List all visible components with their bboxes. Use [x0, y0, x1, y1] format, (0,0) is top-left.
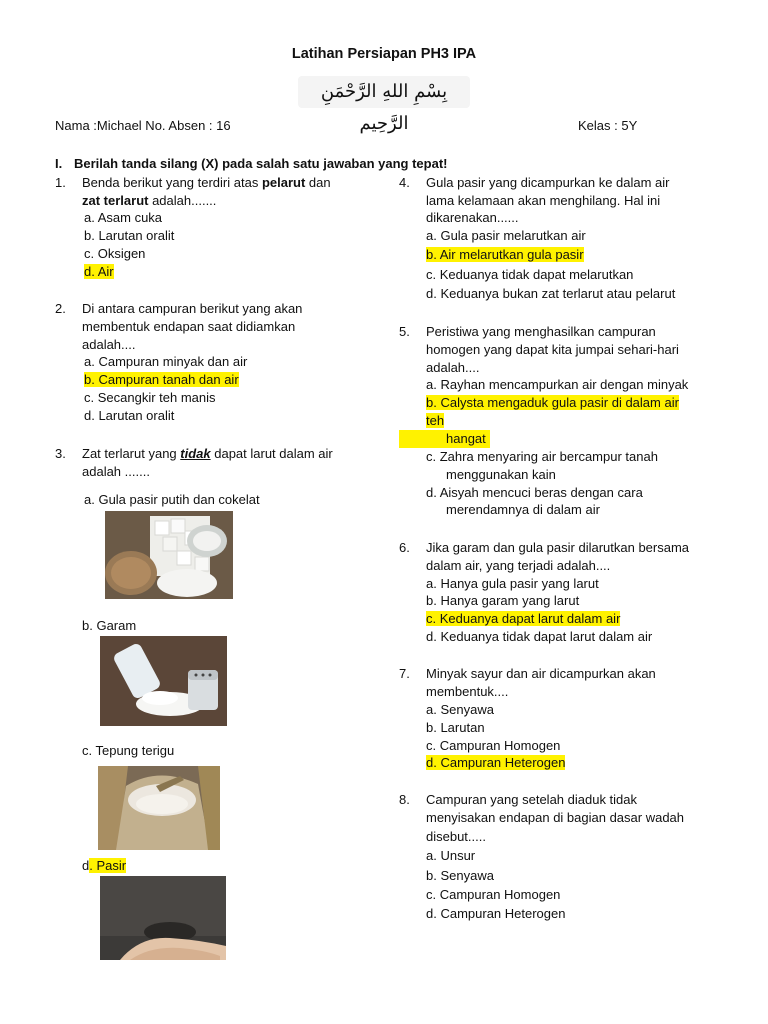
q1-option-b[interactable]: b. Larutan oralit [84, 228, 175, 243]
q3-number: 3. [55, 446, 66, 461]
class-line: Kelas : 5Y [578, 118, 638, 133]
q5-option-b-line3[interactable]: hangat [446, 431, 486, 446]
q1-option-d-highlighted[interactable]: d. Air [84, 264, 114, 279]
q5-option-c[interactable]: c. Zahra menyaring air bercampur tanah [426, 449, 658, 464]
q2-number: 2. [55, 301, 66, 316]
q2-option-c[interactable]: c. Secangkir teh manis [84, 390, 216, 405]
salt-photo [100, 636, 227, 726]
section-instruction: Berilah tanda silang (X) pada salah satu jawaban yang tepat! [74, 156, 448, 171]
q4-option-b-highlighted[interactable]: b. Air melarutkan gula pasir [426, 247, 584, 262]
q4-question-line3: dikarenakan...... [426, 210, 519, 225]
q3-option-c[interactable]: c. Tepung terigu [82, 743, 175, 758]
q6-option-b[interactable]: b. Hanya garam yang larut [426, 593, 580, 608]
q5-option-b-line2[interactable]: teh [426, 413, 445, 428]
q8-question-line2: menyisakan endapan di bagian dasar wadah [426, 810, 685, 825]
q3-question-line2: adalah ....... [82, 464, 150, 479]
page-title: Latihan Persiapan PH3 IPA [291, 46, 477, 62]
q5-question-line1: Peristiwa yang menghasilkan campuran [426, 324, 656, 339]
q5-option-c-line2: menggunakan kain [446, 467, 556, 482]
q2-question-line1: Di antara campuran berikut yang akan [82, 301, 303, 316]
q6-question-line2: dalam air, yang terjadi adalah.... [426, 558, 611, 573]
q7-question-line2: membentuk.... [426, 684, 509, 699]
q3-option-d[interactable]: d. Pasir [82, 858, 127, 873]
q8-option-a[interactable]: a. Unsur [426, 848, 476, 863]
q1-question-line1: Benda berikut yang terdiri atas pelarut dan [82, 175, 331, 190]
q4-question-line2: lama kelamaan akan menghilang. Hal ini [426, 193, 661, 208]
q4-number: 4. [399, 175, 410, 190]
q7-option-c[interactable]: c. Campuran Homogen [426, 738, 561, 753]
q1-option-a[interactable]: a. Asam cuka [84, 210, 163, 225]
q6-option-c-highlighted[interactable]: c. Keduanya dapat larut dalam air [426, 611, 621, 626]
q5-option-d[interactable]: d. Aisyah mencuci beras dengan cara [426, 485, 643, 500]
q7-option-d-highlighted[interactable]: d. Campuran Heterogen [426, 755, 566, 770]
q5-option-b-highlighted[interactable]: b. Calysta mengaduk gula pasir di dalam air [426, 395, 679, 410]
section-number: I. [55, 156, 63, 171]
student-name-line: Nama :Michael No. Absen : 16 [55, 118, 231, 133]
sugar-photo [105, 511, 233, 599]
q7-number: 7. [399, 666, 410, 681]
q4-option-a[interactable]: a. Gula pasir melarutkan air [426, 228, 586, 243]
q7-option-b[interactable]: b. Larutan [426, 720, 485, 735]
q7-question-line1: Minyak sayur dan air dicampurkan akan [426, 666, 656, 681]
q2-option-a[interactable]: a. Campuran minyak dan air [84, 354, 248, 369]
q8-option-d[interactable]: d. Campuran Heterogen [426, 906, 566, 921]
flour-photo [98, 766, 220, 850]
q8-option-b[interactable]: b. Senyawa [426, 868, 494, 883]
q8-question-line1: Campuran yang setelah diaduk tidak [426, 792, 638, 807]
q5-option-d-line2: merendamnya di dalam air [446, 502, 600, 517]
q6-number: 6. [399, 540, 410, 555]
q3-option-b[interactable]: b. Garam [82, 618, 137, 633]
q3-question-line1: Zat terlarut yang tidak dapat larut dalam air [82, 446, 333, 461]
q4-question-line1: Gula pasir yang dicampurkan ke dalam air [426, 175, 670, 190]
q6-option-d[interactable]: d. Keduanya tidak dapat larut dalam air [426, 629, 653, 644]
q6-option-a[interactable]: a. Hanya gula pasir yang larut [426, 576, 599, 591]
q3-option-a[interactable]: a. Gula pasir putih dan cokelat [84, 492, 260, 507]
q1-number: 1. [55, 175, 66, 190]
q5-question-line2: homogen yang dapat kita jumpai sehari-hari [426, 342, 679, 357]
q2-question-line2: membentuk endapan saat didiamkan [82, 319, 296, 334]
q4-option-c[interactable]: c. Keduanya tidak dapat melarutkan [426, 267, 634, 282]
q8-number: 8. [399, 792, 410, 807]
q5-number: 5. [399, 324, 410, 339]
q1-option-c[interactable]: c. Oksigen [84, 246, 146, 261]
q8-question-line3: disebut..... [426, 829, 486, 844]
q6-question-line1: Jika garam dan gula pasir dilarutkan bersama [426, 540, 690, 555]
q7-option-a[interactable]: a. Senyawa [426, 702, 494, 717]
q2-option-d[interactable]: d. Larutan oralit [84, 408, 175, 423]
q5-question-line3: adalah.... [426, 360, 480, 375]
q1-question-line2: zat terlarut adalah....... [82, 193, 217, 208]
sand-photo [100, 876, 226, 960]
q4-option-d[interactable]: d. Keduanya bukan zat terlarut atau pelarut [426, 286, 676, 301]
q8-option-c[interactable]: c. Campuran Homogen [426, 887, 561, 902]
q5-option-a[interactable]: a. Rayhan mencampurkan air dengan minyak [426, 377, 689, 392]
basmalah-image: بِسْمِ اللهِ الرَّحْمَنِ الرَّحِيم [298, 76, 470, 108]
q2-option-b-highlighted[interactable]: b. Campuran tanah dan air [84, 372, 239, 387]
q2-question-line3: adalah.... [82, 337, 136, 352]
